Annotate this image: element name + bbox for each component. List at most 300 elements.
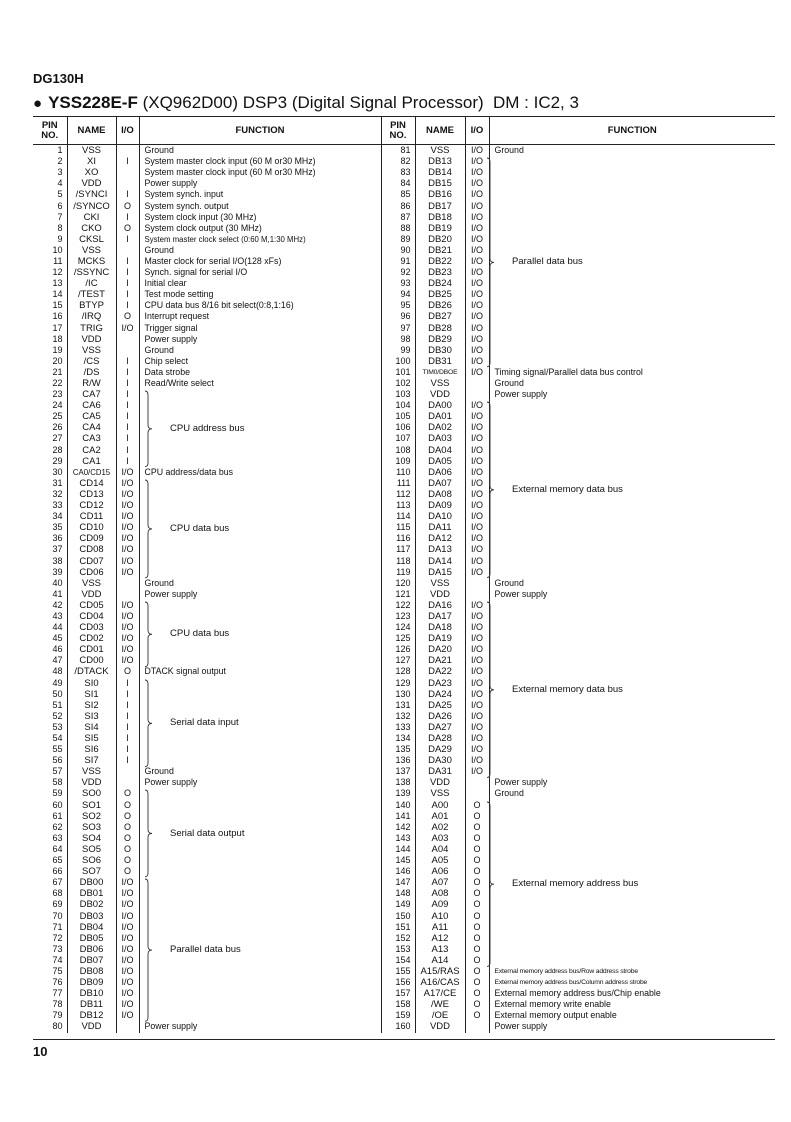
right-function-cell: Ground	[489, 378, 775, 389]
table-row	[33, 256, 775, 267]
left-name-cell: SI6	[67, 744, 116, 755]
left-name-cell: CA2	[67, 445, 116, 456]
left-name-cell: VDD	[67, 777, 116, 788]
group-label-serial-data-input: Serial data input	[170, 716, 239, 728]
right-io-cell: I/O	[465, 422, 489, 433]
right-name-cell: DA15	[415, 567, 465, 578]
right-pin-cell: 142	[381, 822, 415, 833]
left-function-cell: Power supply	[139, 777, 381, 788]
left-name-cell: VDD	[67, 334, 116, 345]
left-pin-cell: 27	[52, 433, 63, 444]
left-function-cell	[139, 977, 381, 988]
left-name-cell: CA7	[67, 389, 116, 400]
right-function-cell	[489, 600, 775, 611]
left-name-cell: /IRQ	[67, 311, 116, 322]
brace-icon	[486, 802, 496, 966]
left-name-cell: SO3	[67, 822, 116, 833]
right-name-cell: A16/CAS	[415, 977, 465, 988]
brace-icon	[144, 790, 154, 877]
left-io-cell: I	[116, 234, 139, 245]
right-function-cell	[489, 323, 775, 334]
pin-table-frame	[33, 116, 775, 1040]
left-io-cell: I/O	[116, 933, 139, 944]
right-function-cell	[489, 278, 775, 289]
right-name-cell: DA26	[415, 711, 465, 722]
document-model: DG130H	[33, 71, 84, 86]
right-pin-cell: 112	[381, 489, 415, 500]
right-pin-cell: 83	[381, 167, 415, 178]
right-function-cell: Power supply	[489, 389, 775, 400]
left-name-cell: CD09	[67, 533, 116, 544]
left-name-cell: DB12	[67, 1010, 116, 1021]
left-function-cell: Trigger signal	[139, 323, 381, 334]
right-name-cell: A04	[415, 844, 465, 855]
left-name-cell: SI7	[67, 755, 116, 766]
left-name-cell: SO7	[67, 866, 116, 877]
left-name-cell: DB02	[67, 899, 116, 910]
left-name-cell: CD02	[67, 633, 116, 644]
right-io-cell: I/O	[465, 522, 489, 533]
left-io-cell	[116, 578, 139, 589]
right-pin-cell: 109	[381, 456, 415, 467]
table-row	[33, 378, 775, 389]
left-io-cell	[116, 345, 139, 356]
left-function-cell	[139, 933, 381, 944]
right-function-cell: Power supply	[489, 589, 775, 600]
left-io-cell: I/O	[116, 1010, 139, 1021]
right-io-cell: I/O	[465, 666, 489, 677]
left-io-cell: I	[116, 212, 139, 223]
left-function-cell	[139, 433, 381, 444]
left-name-cell: CD13	[67, 489, 116, 500]
left-io-cell: I/O	[116, 944, 139, 955]
right-function-cell: External memory address bus/Row address strobe	[489, 966, 775, 977]
left-name-cell: VDD	[67, 589, 116, 600]
table-row	[33, 467, 775, 478]
left-name-cell: CD01	[67, 644, 116, 655]
right-io-cell: I/O	[465, 555, 489, 566]
right-pin-cell: 89	[381, 234, 415, 245]
left-function-cell	[139, 389, 381, 400]
right-pin-cell: 95	[381, 300, 415, 311]
left-function-cell: System clock output (30 MHz)	[139, 223, 381, 234]
right-pin-cell: 133	[381, 722, 415, 733]
left-name-cell: TRIG	[67, 323, 116, 334]
left-pin-cell: 61	[52, 810, 63, 821]
right-io-cell: I/O	[465, 289, 489, 300]
right-function-cell	[489, 622, 775, 633]
left-function-cell	[139, 988, 381, 999]
left-name-cell: CD00	[67, 655, 116, 666]
right-name-cell: DA23	[415, 678, 465, 689]
right-pin-cell: 82	[381, 156, 415, 167]
right-function-cell	[489, 611, 775, 622]
right-pin-cell: 116	[381, 533, 415, 544]
right-name-cell: DB13	[415, 156, 465, 167]
left-io-cell: O	[116, 223, 139, 234]
left-name-cell: SI1	[67, 689, 116, 700]
right-function-cell	[489, 456, 775, 467]
left-name-cell: XI	[67, 156, 116, 167]
left-name-cell: VDD	[67, 1021, 116, 1032]
left-pin-cell: 64	[52, 843, 63, 854]
left-io-cell: I/O	[116, 966, 139, 977]
left-name-cell: CD12	[67, 500, 116, 511]
left-name-cell: BTYP	[67, 300, 116, 311]
left-name-cell: CA5	[67, 411, 116, 422]
right-pin-cell: 126	[381, 644, 415, 655]
right-name-cell: DA22	[415, 666, 465, 677]
right-io-cell: I/O	[465, 611, 489, 622]
right-function-cell	[489, 200, 775, 211]
left-function-cell: Data strobe	[139, 367, 381, 378]
left-name-cell: /DTACK	[67, 666, 116, 677]
table-row	[33, 1021, 775, 1032]
right-name-cell: VDD	[415, 1021, 465, 1032]
left-pin-cell: 42	[52, 599, 63, 610]
left-function-cell	[139, 511, 381, 522]
left-name-cell: CKSL	[67, 234, 116, 245]
left-function-cell	[139, 999, 381, 1010]
right-function-cell	[489, 722, 775, 733]
right-function-cell	[489, 522, 775, 533]
table-row	[33, 777, 775, 788]
right-pin-cell: 134	[381, 733, 415, 744]
left-io-cell: I	[116, 433, 139, 444]
right-pin-cell: 130	[381, 689, 415, 700]
left-name-cell: SO5	[67, 844, 116, 855]
right-pin-cell: 155	[381, 966, 415, 977]
left-function-cell	[139, 478, 381, 489]
col-function-right: FUNCTION	[489, 117, 775, 145]
table-row	[33, 300, 775, 311]
left-function-cell: System master clock input (60 M or30 MHz)	[139, 167, 381, 178]
left-pin-cell: 12	[52, 267, 63, 278]
right-name-cell: A00	[415, 800, 465, 811]
left-pin-cell: 68	[52, 888, 63, 899]
left-name-cell: CA1	[67, 456, 116, 467]
left-io-cell: I/O	[116, 622, 139, 633]
right-pin-cell: 115	[381, 522, 415, 533]
right-io-cell	[465, 589, 489, 600]
left-name-cell: CA4	[67, 422, 116, 433]
left-name-cell: CD03	[67, 622, 116, 633]
right-pin-cell: 93	[381, 278, 415, 289]
right-io-cell: O	[465, 866, 489, 877]
right-name-cell: DB17	[415, 200, 465, 211]
left-name-cell: SO0	[67, 788, 116, 799]
left-pin-cell: 69	[52, 899, 63, 910]
right-pin-cell: 102	[381, 378, 415, 389]
right-name-cell: VSS	[415, 578, 465, 589]
right-function-cell	[489, 433, 775, 444]
right-io-cell: I/O	[465, 156, 489, 167]
table-row	[33, 589, 775, 600]
right-name-cell: DA28	[415, 733, 465, 744]
right-pin-cell: 86	[381, 200, 415, 211]
left-pin-cell: 58	[52, 777, 63, 788]
left-name-cell: CD11	[67, 511, 116, 522]
right-name-cell: A09	[415, 899, 465, 910]
left-function-cell: Ground	[139, 145, 381, 157]
right-name-cell: DB24	[415, 278, 465, 289]
right-function-cell	[489, 655, 775, 666]
right-function-cell	[489, 633, 775, 644]
right-name-cell: A05	[415, 855, 465, 866]
right-name-cell: DA30	[415, 755, 465, 766]
left-function-cell: Chip select	[139, 356, 381, 367]
right-io-cell: I/O	[465, 755, 489, 766]
left-io-cell: I	[116, 744, 139, 755]
left-pin-cell: 30	[52, 466, 63, 477]
left-pin-cell: 39	[52, 566, 63, 577]
right-io-cell: O	[465, 999, 489, 1010]
right-function-cell: Ground	[489, 145, 775, 157]
right-function-cell: External memory write enable	[489, 999, 775, 1010]
right-function-cell	[489, 811, 775, 822]
right-io-cell	[465, 777, 489, 788]
left-io-cell	[116, 1021, 139, 1032]
document-title	[33, 93, 579, 113]
left-function-cell: System master clock input (60 M or30 MHz)	[139, 156, 381, 167]
right-name-cell: DB19	[415, 223, 465, 234]
left-function-cell	[139, 866, 381, 877]
left-name-cell: CD06	[67, 567, 116, 578]
right-io-cell: I/O	[465, 445, 489, 456]
right-name-cell: VDD	[415, 589, 465, 600]
col-function-left: FUNCTION	[139, 117, 381, 145]
right-name-cell: VDD	[415, 777, 465, 788]
left-function-cell	[139, 445, 381, 456]
left-function-cell	[139, 489, 381, 500]
col-io-left: I/O	[116, 117, 139, 145]
left-name-cell: /SSYNC	[67, 267, 116, 278]
table-row	[33, 167, 775, 178]
right-io-cell: O	[465, 800, 489, 811]
right-name-cell: DA21	[415, 655, 465, 666]
right-name-cell: A17/CE	[415, 988, 465, 999]
left-function-cell: System synch. output	[139, 200, 381, 211]
left-name-cell: /TEST	[67, 289, 116, 300]
left-name-cell: SO1	[67, 800, 116, 811]
left-function-cell	[139, 567, 381, 578]
right-function-cell	[489, 944, 775, 955]
right-io-cell: I/O	[465, 456, 489, 467]
left-function-cell	[139, 966, 381, 977]
left-pin-cell: 76	[52, 977, 63, 988]
left-pin-cell: 8	[57, 222, 63, 233]
left-function-cell	[139, 456, 381, 467]
left-name-cell: CA0/CD15	[67, 467, 116, 478]
table-row	[33, 156, 775, 167]
right-pin-cell: 104	[381, 400, 415, 411]
right-pin-cell: 81	[381, 145, 415, 157]
table-row	[33, 178, 775, 189]
left-name-cell: DB07	[67, 955, 116, 966]
left-io-cell: I/O	[116, 567, 139, 578]
right-name-cell: A01	[415, 811, 465, 822]
left-pin-cell: 73	[52, 943, 63, 954]
right-name-cell: DA00	[415, 400, 465, 411]
table-row	[33, 766, 775, 777]
right-function-cell	[489, 700, 775, 711]
left-pin-cell: 52	[52, 710, 63, 721]
left-io-cell: I/O	[116, 478, 139, 489]
right-name-cell: DB16	[415, 189, 465, 200]
right-function-cell	[489, 422, 775, 433]
left-io-cell	[116, 145, 139, 157]
right-name-cell: DB30	[415, 345, 465, 356]
right-io-cell: I/O	[465, 489, 489, 500]
right-function-cell	[489, 445, 775, 456]
right-io-cell: I/O	[465, 655, 489, 666]
left-io-cell: O	[116, 833, 139, 844]
right-name-cell: DA29	[415, 744, 465, 755]
left-function-cell	[139, 788, 381, 799]
right-pin-cell: 99	[381, 345, 415, 356]
right-name-cell: A11	[415, 922, 465, 933]
left-io-cell: I/O	[116, 555, 139, 566]
right-name-cell: DA19	[415, 633, 465, 644]
brace-icon	[144, 391, 154, 467]
right-io-cell: O	[465, 855, 489, 866]
left-function-cell	[139, 411, 381, 422]
right-pin-cell: 147	[381, 877, 415, 888]
right-function-cell: Power supply	[489, 1021, 775, 1032]
left-pin-cell: 71	[52, 921, 63, 932]
left-pin-cell: 59	[52, 788, 63, 799]
right-io-cell: I/O	[465, 411, 489, 422]
right-function-cell	[489, 234, 775, 245]
left-name-cell: VSS	[67, 578, 116, 589]
right-io-cell	[465, 378, 489, 389]
right-name-cell: A14	[415, 955, 465, 966]
left-name-cell: VSS	[67, 345, 116, 356]
left-pin-cell: 57	[52, 766, 63, 777]
left-name-cell: VSS	[67, 245, 116, 256]
right-io-cell: O	[465, 977, 489, 988]
right-function-cell: External memory address bus/Column address strobe	[489, 977, 775, 988]
left-name-cell: SO6	[67, 855, 116, 866]
right-io-cell: I/O	[465, 234, 489, 245]
right-io-cell: O	[465, 933, 489, 944]
right-io-cell: I/O	[465, 533, 489, 544]
right-io-cell: O	[465, 922, 489, 933]
left-name-cell: /SYNCI	[67, 189, 116, 200]
right-name-cell: VSS	[415, 378, 465, 389]
right-io-cell: I/O	[465, 367, 489, 378]
right-pin-cell: 101	[381, 367, 415, 378]
left-function-cell	[139, 689, 381, 700]
left-pin-cell: 1	[57, 145, 63, 156]
left-name-cell: CD07	[67, 555, 116, 566]
right-pin-cell: 144	[381, 844, 415, 855]
left-function-cell	[139, 1010, 381, 1021]
left-function-cell: System synch. input	[139, 189, 381, 200]
brace-icon	[486, 402, 496, 578]
right-pin-cell: 138	[381, 777, 415, 788]
left-pin-cell: 4	[57, 178, 63, 189]
right-pin-cell: 111	[381, 478, 415, 489]
right-name-cell: A15/RAS	[415, 966, 465, 977]
right-io-cell: O	[465, 966, 489, 977]
right-name-cell: DA12	[415, 533, 465, 544]
table-row	[33, 311, 775, 322]
left-pin-cell: 33	[52, 500, 63, 511]
left-function-cell	[139, 755, 381, 766]
left-io-cell: I/O	[116, 633, 139, 644]
right-pin-cell: 88	[381, 223, 415, 234]
left-pin-cell: 66	[52, 866, 63, 877]
right-pin-cell: 145	[381, 855, 415, 866]
right-function-cell	[489, 245, 775, 256]
right-name-cell: DB26	[415, 300, 465, 311]
left-pin-cell: 17	[52, 322, 63, 333]
left-pin-cell: 79	[52, 1010, 63, 1021]
left-pin-cell: 19	[52, 344, 63, 355]
left-io-cell: I/O	[116, 999, 139, 1010]
left-io-cell	[116, 167, 139, 178]
left-pin-cell: 5	[57, 189, 63, 200]
right-pin-cell: 84	[381, 178, 415, 189]
right-io-cell: I/O	[465, 212, 489, 223]
left-io-cell	[116, 777, 139, 788]
left-pin-cell: 34	[52, 511, 63, 522]
group-label-cpu-address-bus: CPU address bus	[170, 422, 245, 434]
left-io-cell: I/O	[116, 511, 139, 522]
right-pin-cell: 123	[381, 611, 415, 622]
right-name-cell: DB22	[415, 256, 465, 267]
left-function-cell	[139, 555, 381, 566]
right-function-cell	[489, 766, 775, 777]
left-io-cell: O	[116, 855, 139, 866]
table-row	[33, 234, 775, 245]
left-function-cell: Power supply	[139, 178, 381, 189]
left-function-cell: Ground	[139, 345, 381, 356]
left-function-cell: CPU data bus 8/16 bit select(0:8,1:16)	[139, 300, 381, 311]
left-io-cell: I	[116, 689, 139, 700]
right-pin-cell: 154	[381, 955, 415, 966]
left-name-cell: DB06	[67, 944, 116, 955]
right-name-cell: DA16	[415, 600, 465, 611]
left-pin-cell: 37	[52, 544, 63, 555]
brace-icon	[144, 680, 154, 767]
right-io-cell	[465, 389, 489, 400]
col-name-left: NAME	[67, 117, 116, 145]
right-name-cell: /OE	[415, 1010, 465, 1021]
right-name-cell: DB25	[415, 289, 465, 300]
right-function-cell	[489, 289, 775, 300]
right-function-cell	[489, 666, 775, 677]
left-io-cell: I/O	[116, 955, 139, 966]
right-pin-cell: 90	[381, 245, 415, 256]
left-io-cell: I/O	[116, 533, 139, 544]
left-function-cell: System master clock select (0:60 M,1:30 MHz)	[139, 234, 381, 245]
left-pin-cell: 23	[52, 389, 63, 400]
right-io-cell: I/O	[465, 622, 489, 633]
left-pin-cell: 6	[57, 200, 63, 211]
right-function-cell: Ground	[489, 578, 775, 589]
table-header-row	[33, 117, 775, 145]
right-function-cell	[489, 555, 775, 566]
right-name-cell: A07	[415, 877, 465, 888]
table-row	[33, 223, 775, 234]
right-pin-cell: 106	[381, 422, 415, 433]
left-io-cell: O	[116, 811, 139, 822]
right-io-cell: I/O	[465, 644, 489, 655]
left-pin-cell: 26	[52, 422, 63, 433]
left-pin-cell: 38	[52, 555, 63, 566]
